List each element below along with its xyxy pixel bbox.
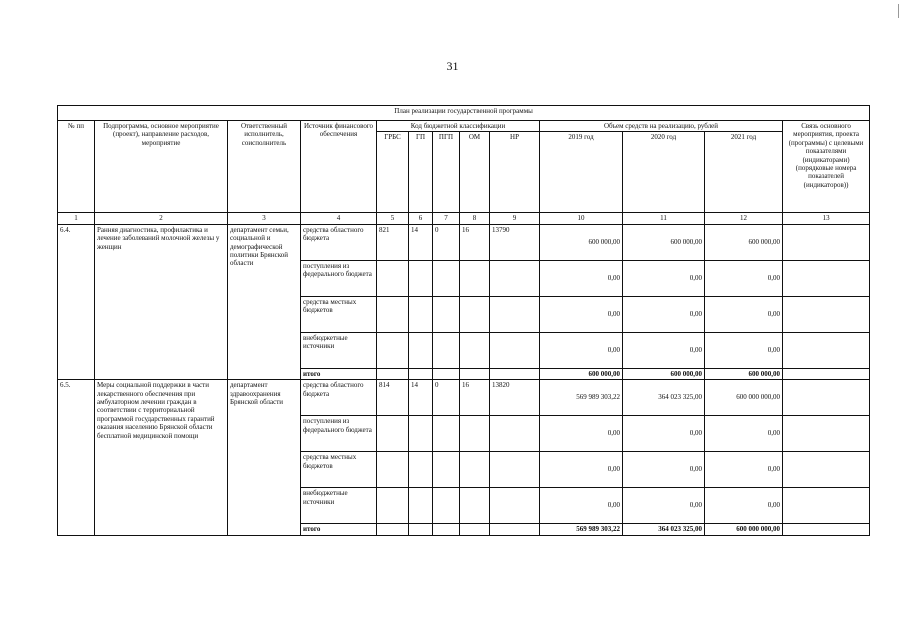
np-code: 13820 — [490, 380, 540, 416]
plan-table — [57, 105, 870, 536]
column-number-row — [58, 213, 870, 224]
om-code — [460, 260, 490, 296]
gp-code — [409, 260, 433, 296]
item-number: 6.4. — [58, 224, 95, 379]
grbs-code: 821 — [377, 224, 409, 260]
amount-2019: 0,00 — [540, 488, 623, 524]
funding-source: средства местных бюджетов — [301, 452, 377, 488]
empty-cell — [409, 368, 433, 379]
pgp-code: 0 — [433, 224, 460, 260]
np-code: 13790 — [490, 224, 540, 260]
empty-cell — [433, 524, 460, 535]
gp-code: 14 — [409, 224, 433, 260]
amount-2019: 0,00 — [540, 332, 623, 368]
header-link: Связь основного мероприятия, проекта (программы) с целевыми показателями (индикаторами) (порядковые номера показателей (индикаторов)) — [783, 121, 870, 213]
total-2020: 600 000,00 — [623, 368, 705, 379]
pgp-code — [433, 416, 460, 452]
amount-2021: 0,00 — [705, 488, 783, 524]
funding-source: поступления из федерального бюджета — [301, 416, 377, 452]
item-responsible: департамент здравоохранения Брянской области — [228, 380, 301, 535]
corner-mark — [898, 4, 899, 18]
column-number: 12 — [705, 213, 783, 224]
indicator-link — [783, 368, 870, 379]
total-2021: 600 000,00 — [705, 368, 783, 379]
header-num: № пп — [58, 121, 95, 213]
empty-cell — [460, 524, 490, 535]
indicator-link — [783, 332, 870, 368]
funding-source: средства местных бюджетов — [301, 296, 377, 332]
header-2021: 2021 год — [705, 132, 783, 213]
grbs-code — [377, 452, 409, 488]
pgp-code: 0 — [433, 380, 460, 416]
om-code — [460, 416, 490, 452]
indicator-link — [783, 260, 870, 296]
funding-source: внебюджетные источники — [301, 332, 377, 368]
total-2019: 600 000,00 — [540, 368, 623, 379]
indicator-link — [783, 488, 870, 524]
np-code — [490, 296, 540, 332]
om-code: 16 — [460, 380, 490, 416]
header-subprogram: Подпрограмма, основное мероприятие (проект), направление расходов, мероприятие — [95, 121, 228, 213]
om-code — [460, 452, 490, 488]
gp-code: 14 — [409, 380, 433, 416]
empty-cell — [460, 368, 490, 379]
column-number: 2 — [95, 213, 228, 224]
grbs-code — [377, 260, 409, 296]
indicator-link — [783, 224, 870, 260]
np-code — [490, 332, 540, 368]
page-number: 31 — [446, 59, 459, 73]
plan-title-row — [58, 106, 870, 121]
indicator-link — [783, 380, 870, 416]
empty-cell — [433, 368, 460, 379]
np-code — [490, 260, 540, 296]
column-number: 6 — [409, 213, 433, 224]
amount-2020: 0,00 — [623, 260, 705, 296]
column-number: 1 — [58, 213, 95, 224]
amount-2019: 0,00 — [540, 296, 623, 332]
amount-2021: 0,00 — [705, 296, 783, 332]
om-code — [460, 296, 490, 332]
grbs-code — [377, 296, 409, 332]
item-number: 6.5. — [58, 380, 95, 535]
plan-title: План реализации государственной программы — [58, 106, 870, 121]
grbs-code — [377, 332, 409, 368]
om-code: 16 — [460, 224, 490, 260]
column-number: 7 — [433, 213, 460, 224]
grbs-code — [377, 488, 409, 524]
amount-2021: 0,00 — [705, 260, 783, 296]
amount-2019: 600 000,00 — [540, 224, 623, 260]
amount-2020: 0,00 — [623, 416, 705, 452]
column-number: 4 — [301, 213, 377, 224]
om-code — [460, 332, 490, 368]
pgp-code — [433, 452, 460, 488]
header-2019: 2019 год — [540, 132, 623, 213]
gp-code — [409, 452, 433, 488]
funding-source: поступления из федерального бюджета — [301, 260, 377, 296]
column-number: 10 — [540, 213, 623, 224]
gp-code — [409, 296, 433, 332]
item-responsible: департамент семьи, социальной и демографической политики Брянской области — [228, 224, 301, 379]
amount-2021: 0,00 — [705, 332, 783, 368]
header-row-1 — [58, 121, 870, 132]
pgp-code — [433, 488, 460, 524]
amount-2020: 364 023 325,00 — [623, 380, 705, 416]
amount-2019: 569 989 303,22 — [540, 380, 623, 416]
pgp-code — [433, 332, 460, 368]
header-gp: ГП — [409, 132, 433, 213]
np-code — [490, 488, 540, 524]
gp-code — [409, 332, 433, 368]
amount-2020: 0,00 — [623, 296, 705, 332]
source-row — [58, 224, 870, 260]
header-np: НР — [490, 132, 540, 213]
header-om: ОМ — [460, 132, 490, 213]
indicator-link — [783, 452, 870, 488]
header-2020: 2020 год — [623, 132, 705, 213]
amount-2020: 600 000,00 — [623, 224, 705, 260]
amount-2021: 600 000,00 — [705, 224, 783, 260]
header-kbk: Код бюджетной классификации — [377, 121, 540, 132]
indicator-link — [783, 416, 870, 452]
column-number: 5 — [377, 213, 409, 224]
total-label: итого — [301, 368, 377, 379]
amount-2021: 0,00 — [705, 452, 783, 488]
grbs-code: 814 — [377, 380, 409, 416]
total-2020: 364 023 325,00 — [623, 524, 705, 535]
source-row — [58, 380, 870, 416]
empty-cell — [377, 368, 409, 379]
funding-source: внебюджетные источники — [301, 488, 377, 524]
amount-2019: 0,00 — [540, 452, 623, 488]
np-code — [490, 452, 540, 488]
header-responsible: Ответственный исполнитель, соисполнитель — [228, 121, 301, 213]
item-name: Ранняя диагностика, профилактика и лечение заболеваний молочной железы у женщин — [95, 224, 228, 379]
empty-cell — [409, 524, 433, 535]
column-number: 9 — [490, 213, 540, 224]
column-number: 13 — [783, 213, 870, 224]
om-code — [460, 488, 490, 524]
header-source: Источник финансового обеспечения — [301, 121, 377, 213]
gp-code — [409, 488, 433, 524]
indicator-link — [783, 296, 870, 332]
np-code — [490, 416, 540, 452]
amount-2019: 0,00 — [540, 416, 623, 452]
amount-2021: 600 000 000,00 — [705, 380, 783, 416]
grbs-code — [377, 416, 409, 452]
header-pgp: ПГП — [433, 132, 460, 213]
header-grbs: ГРБС — [377, 132, 409, 213]
pgp-code — [433, 260, 460, 296]
empty-cell — [490, 368, 540, 379]
column-number: 3 — [228, 213, 301, 224]
column-number: 11 — [623, 213, 705, 224]
item-name: Меры социальной поддержки в части лекарственного обеспечения при амбулаторном лечении граждан в соответствии с территориальной программой государственных гарантий оказания населению Брянской области бесплатной медицинской помощи — [95, 380, 228, 535]
header-amount: Объем средств на реализацию, рублей — [540, 121, 783, 132]
funding-source: средства областного бюджета — [301, 224, 377, 260]
amount-2020: 0,00 — [623, 332, 705, 368]
empty-cell — [377, 524, 409, 535]
indicator-link — [783, 524, 870, 535]
amount-2020: 0,00 — [623, 488, 705, 524]
pgp-code — [433, 296, 460, 332]
gp-code — [409, 416, 433, 452]
amount-2019: 0,00 — [540, 260, 623, 296]
total-2019: 569 989 303,22 — [540, 524, 623, 535]
amount-2020: 0,00 — [623, 452, 705, 488]
column-number: 8 — [460, 213, 490, 224]
total-label: итого — [301, 524, 377, 535]
empty-cell — [490, 524, 540, 535]
total-2021: 600 000 000,00 — [705, 524, 783, 535]
funding-source: средства областного бюджета — [301, 380, 377, 416]
amount-2021: 0,00 — [705, 416, 783, 452]
